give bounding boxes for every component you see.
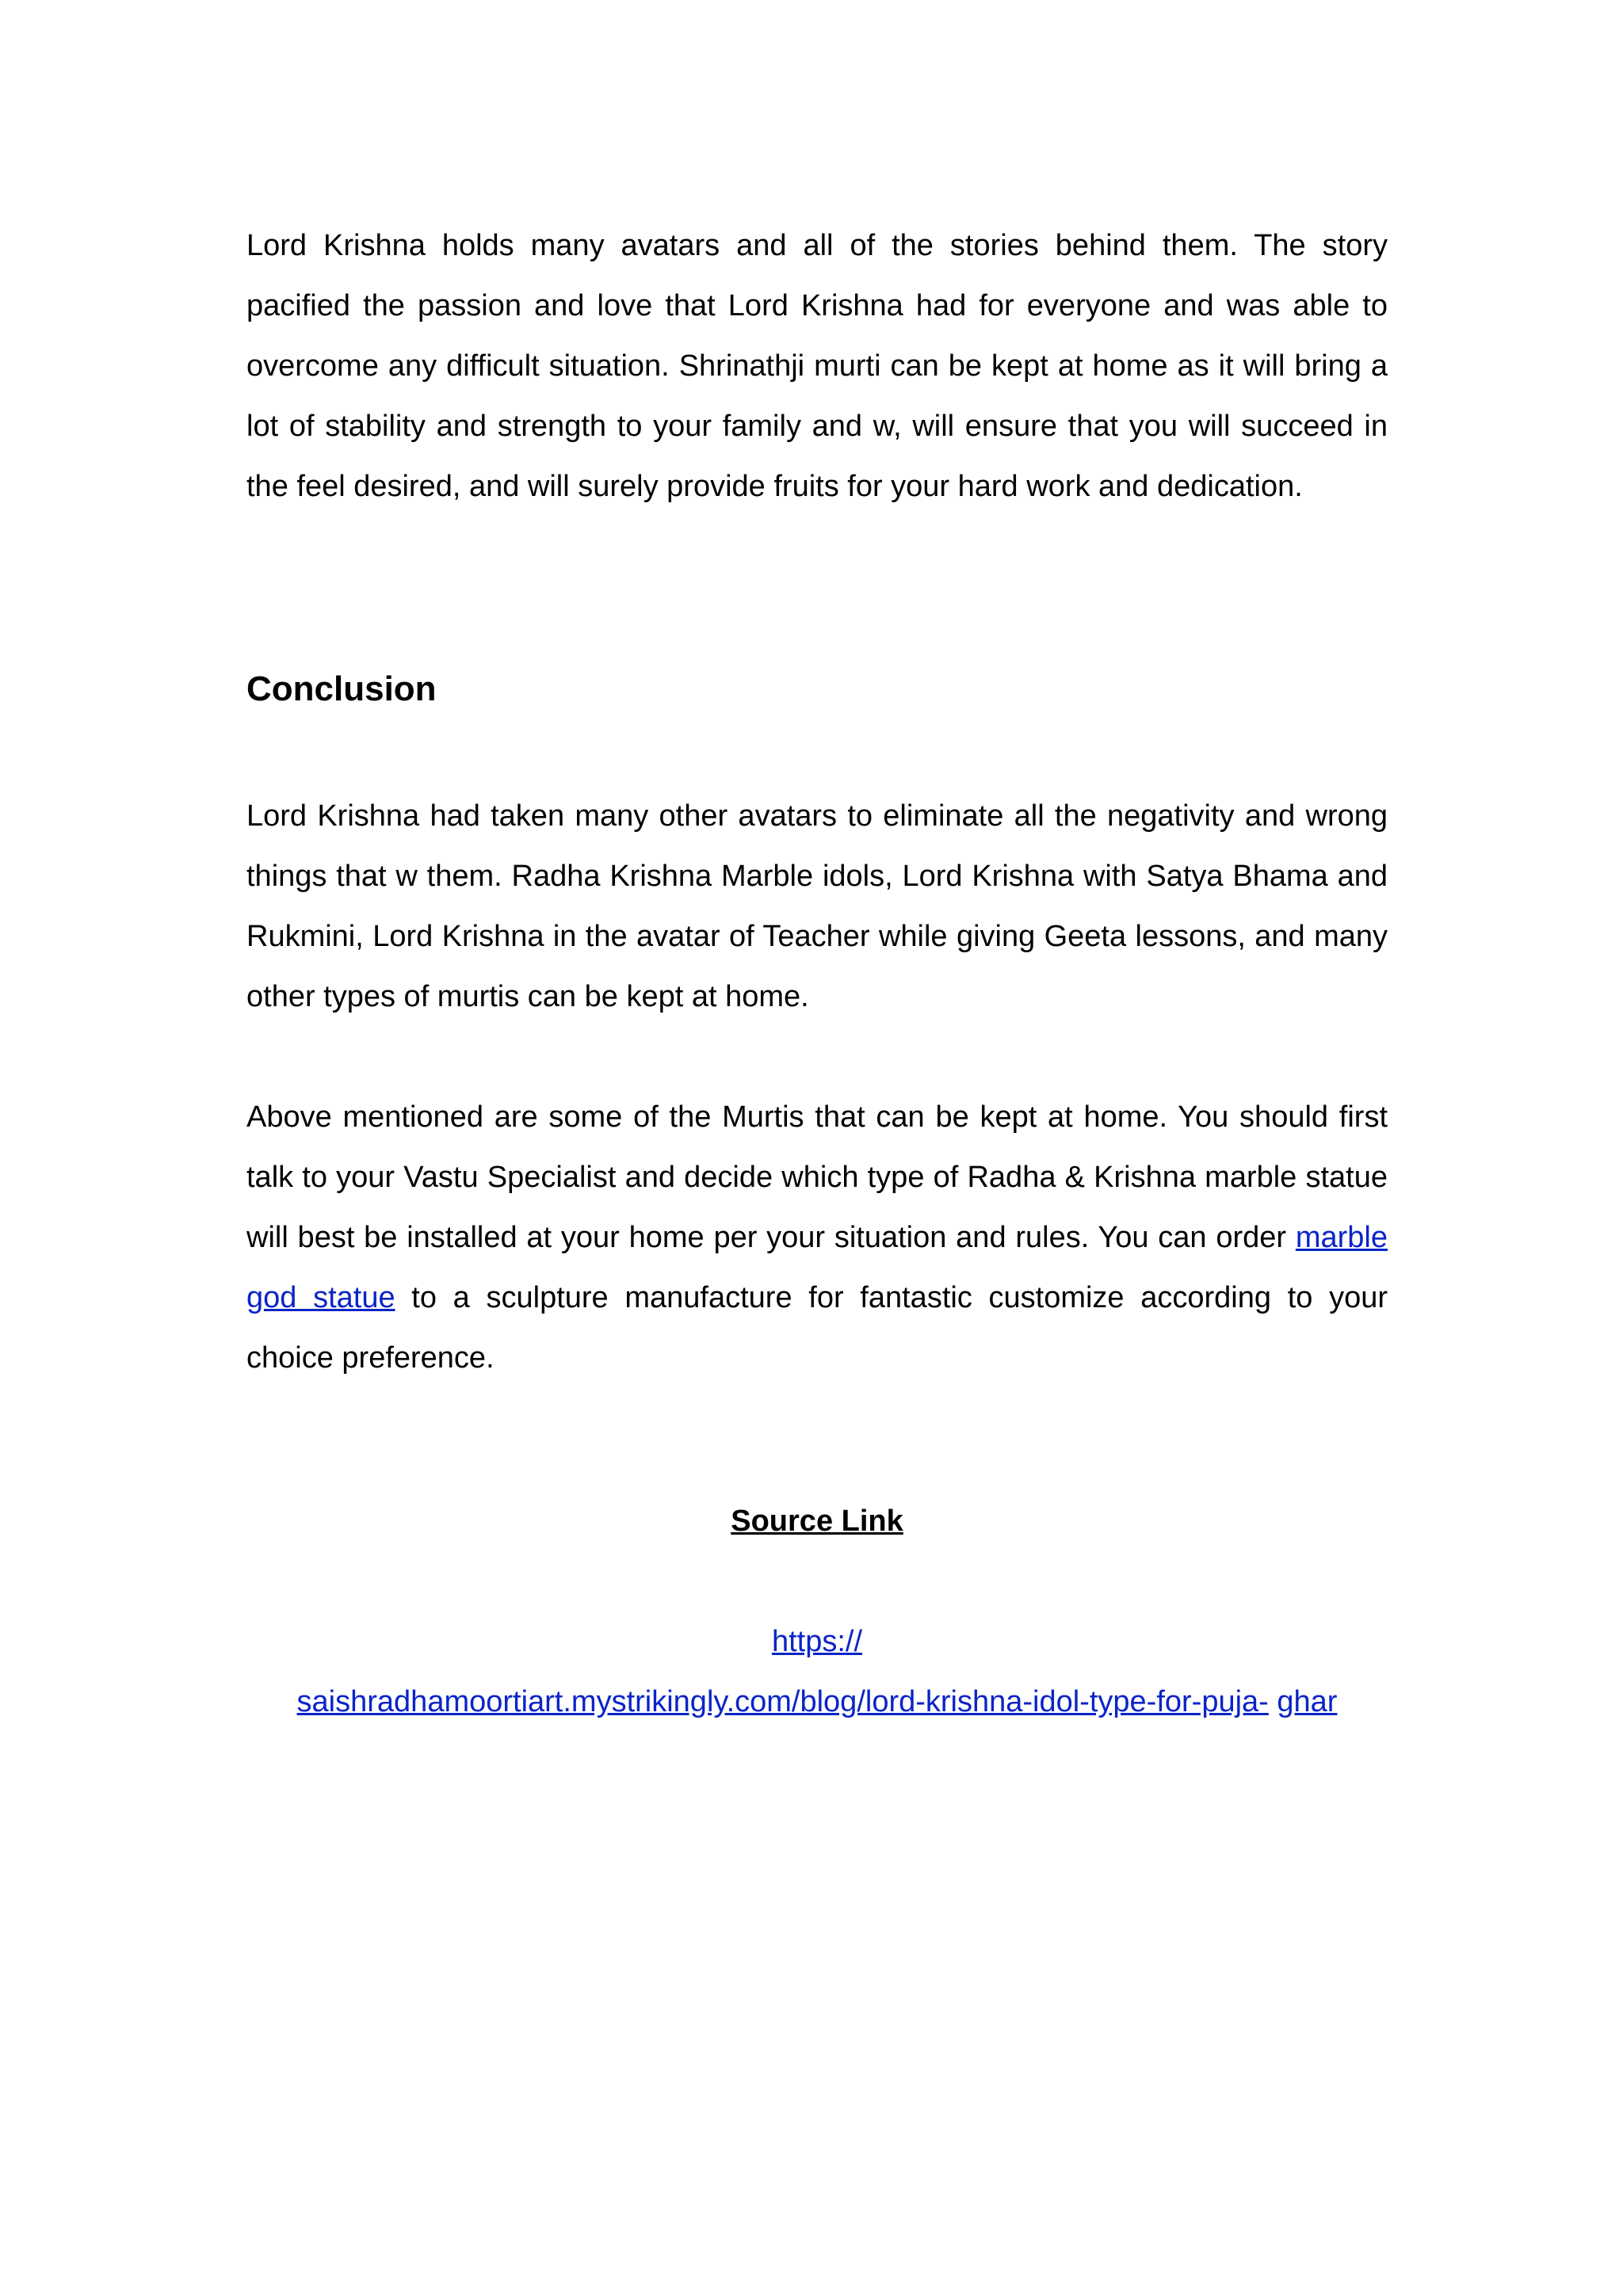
conclusion-paragraph-1: Lord Krishna had taken many other avatars to eliminate all the negativity and wrong things that w them. Radha Krishna Marble idols, Lord Krishna with Satya Bhama and Rukmini, Lord Krishna in the avatar of Teacher while giving Geeta lessons, and many other types of murtis can be kept at home. (246, 799, 1388, 1013)
source-link-heading: Source Link (731, 1505, 903, 1538)
paragraph-text-before-link: Above mentioned are some of the Murtis that can be kept at home. You should first talk to your Vastu Specialist and decide which type of Radha & Krishna marble statue will best be installed at your home per your situation and rules. You can order (246, 1100, 1388, 1254)
paragraph-text-after-link: to a sculpture manufacture for fantastic customize according to your choice preference. (246, 1281, 1388, 1375)
marble-god-statue-link[interactable]: marble god statue (246, 1221, 1388, 1314)
conclusion-heading: Conclusion (246, 669, 437, 708)
source-url-link-part-2[interactable]: saishradhamoortiart.mystrikingly.com/blog/lord-krishna-idol-type-for-puja- (296, 1685, 1269, 1718)
source-url-link-part-3[interactable]: ghar (1277, 1685, 1338, 1718)
conclusion-paragraph-2 (246, 1087, 1388, 1388)
source-url-link-part-1[interactable]: https:// (771, 1625, 863, 1658)
source-url-line-1 (246, 1611, 1388, 1672)
source-url-line-2 (246, 1672, 1388, 1732)
page-content (246, 215, 1388, 1718)
intro-paragraph: Lord Krishna holds many avatars and all of the stories behind them. The story pacified the passion and love that Lord Krishna had for everyone and was able to overcome any difficult situation. Shrinathji murti can be kept at home as it will bring a lot of stability and strength to your family and w, will ensure that you will succeed in the feel desired, and will surely provide fruits for your hard work and dedication. (246, 229, 1388, 503)
